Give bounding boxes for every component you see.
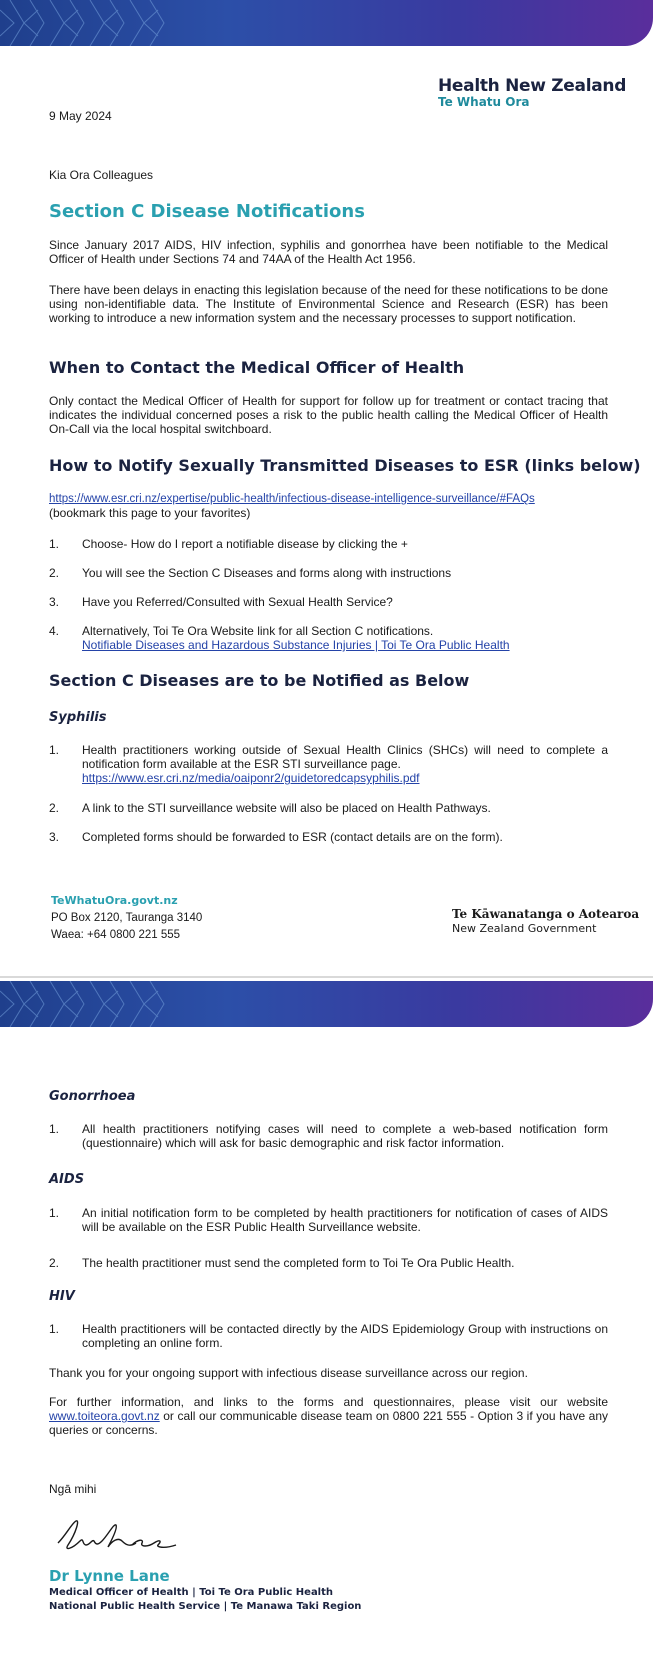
- syphilis-item-number: 3.: [49, 830, 60, 844]
- footer-address: PO Box 2120, Tauranga 3140: [51, 912, 203, 924]
- header-banner: [0, 0, 653, 46]
- step-number: 1.: [49, 537, 60, 551]
- logo-te-whatu-ora: Te Whatu Ora: [438, 95, 530, 109]
- aids-item-number: 2.: [49, 1256, 60, 1270]
- heading-hiv: HIV: [49, 1289, 75, 1304]
- further-info-paragraph: [49, 1395, 608, 1437]
- gonorrhoea-item-number: 1.: [49, 1122, 60, 1136]
- toi-te-ora-notifiable-link[interactable]: Notifiable Diseases and Hazardous Substance Injuries | Toi Te Ora Public Health: [82, 638, 510, 652]
- heading-syphilis: Syphilis: [49, 710, 107, 725]
- footer-website[interactable]: TeWhatuOra.govt.nz: [51, 894, 178, 907]
- step-text: Alternatively, Toi Te Ora Website link for all Section C notifications.: [82, 624, 434, 638]
- syphilis-item-number: 1.: [49, 743, 60, 757]
- heading-when-to-contact: When to Contact the Medical Officer of Health: [49, 358, 465, 377]
- thank-you-text: Thank you for your ongoing support with infectious disease surveillance across our region.: [49, 1366, 528, 1380]
- further-info-text-2: or call our communicable disease team on 0800 221 555 - Option 3 if you have any queries or concerns.: [49, 1409, 608, 1437]
- header-banner-page2: [0, 981, 653, 1027]
- step-text: Have you Referred/Consulted with Sexual Health Service?: [82, 595, 393, 609]
- aids-item-number: 1.: [49, 1206, 60, 1220]
- aids-item-text: An initial notification form to be completed by health practitioners for notification of cases of AIDS will be available on the ESR Public Health Surveillance website.: [82, 1206, 608, 1234]
- greeting: Kia Ora Colleagues: [49, 168, 154, 182]
- aids-item-text: The health practitioner must send the completed form to Toi Te Ora Public Health.: [82, 1256, 515, 1270]
- letter-date: 9 May 2024: [49, 109, 112, 123]
- signature: [52, 1515, 192, 1555]
- banner-pattern: [0, 981, 653, 1027]
- bookmark-note: (bookmark this page to your favorites): [49, 506, 251, 520]
- heading-diseases-notified: Section C Diseases are to be Notified as Below: [49, 671, 470, 690]
- paragraph-contact: Only contact the Medical Officer of Health for support for follow up for treatment or contact tracing that indicates the individual concerned poses a risk to the public health calling the Medical Officer of Health On-Call via the local hospital switchboard.: [49, 394, 608, 436]
- heading-how-to-notify: How to Notify Sexually Transmitted Diseases to ESR (links below): [49, 456, 641, 475]
- step-text: You will see the Section C Diseases and forms along with instructions: [82, 566, 452, 580]
- signer-role-1: Medical Officer of Health | Toi Te Ora Public Health: [49, 1587, 334, 1598]
- syphilis-item-text: Completed forms should be forwarded to ESR (contact details are on the form).: [82, 830, 503, 844]
- paragraph-intro: Since January 2017 AIDS, HIV infection, syphilis and gonorrhea have been notifiable to the Medical Officer of Health under Sections 74 and 74AA of the Health Act 1956.: [49, 238, 608, 266]
- syphilis-guide-link[interactable]: https://www.esr.cri.nz/media/oaiponr2/guidetoredcapsyphilis.pdf: [82, 771, 420, 785]
- nz-government-logo-sub: New Zealand Government: [452, 922, 597, 935]
- signer-name: Dr Lynne Lane: [49, 1567, 170, 1585]
- logo-health-nz: Health New Zealand: [438, 76, 627, 96]
- sign-off: Ngā mihi: [49, 1482, 97, 1496]
- banner-pattern: [0, 0, 653, 46]
- syphilis-item-text: Health practitioners working outside of Sexual Health Clinics (SHCs) will need to complete a notification form available at the ESR STI surveillance page.: [82, 743, 608, 771]
- step-number: 4.: [49, 624, 60, 638]
- syphilis-item-number: 2.: [49, 801, 60, 815]
- further-info-text: For further information, and links to the forms and questionnaires, please visit our website: [49, 1395, 608, 1409]
- signer-role-2: National Public Health Service | Te Manawa Taki Region: [49, 1601, 362, 1612]
- page-divider: [0, 976, 653, 978]
- step-number: 2.: [49, 566, 60, 580]
- hiv-item-number: 1.: [49, 1322, 60, 1336]
- toi-te-ora-website-link[interactable]: www.toiteora.govt.nz: [49, 1409, 160, 1423]
- page-title: Section C Disease Notifications: [49, 201, 365, 222]
- heading-aids: AIDS: [49, 1172, 85, 1187]
- step-number: 3.: [49, 595, 60, 609]
- heading-gonorrhoea: Gonorrhoea: [49, 1089, 136, 1104]
- step-text: Choose- How do I report a notifiable disease by clicking the +: [82, 537, 408, 551]
- gonorrhoea-item-text: All health practitioners notifying cases will need to complete a web-based notification form (questionnaire) which will ask for basic demographic and risk factor information.: [82, 1122, 608, 1150]
- esr-faq-link[interactable]: https://www.esr.cri.nz/expertise/public-health/infectious-disease-intelligence-surveillance/#FAQs: [49, 493, 535, 505]
- paragraph-delays: There have been delays in enacting this legislation because of the need for these notifications to be done using non-identifiable data. The Institute of Environmental Science and Research (ESR) has been working to introduce a new information system and the necessary processes to support notification.: [49, 283, 608, 325]
- footer-phone: Waea: +64 0800 221 555: [51, 929, 181, 941]
- nz-government-logo-main: Te Kāwanatanga o Aotearoa: [452, 907, 640, 921]
- syphilis-item-text: A link to the STI surveillance website will also be placed on Health Pathways.: [82, 801, 491, 815]
- hiv-item-text: Health practitioners will be contacted directly by the AIDS Epidemiology Group with instructions on completing an online form.: [82, 1322, 608, 1350]
